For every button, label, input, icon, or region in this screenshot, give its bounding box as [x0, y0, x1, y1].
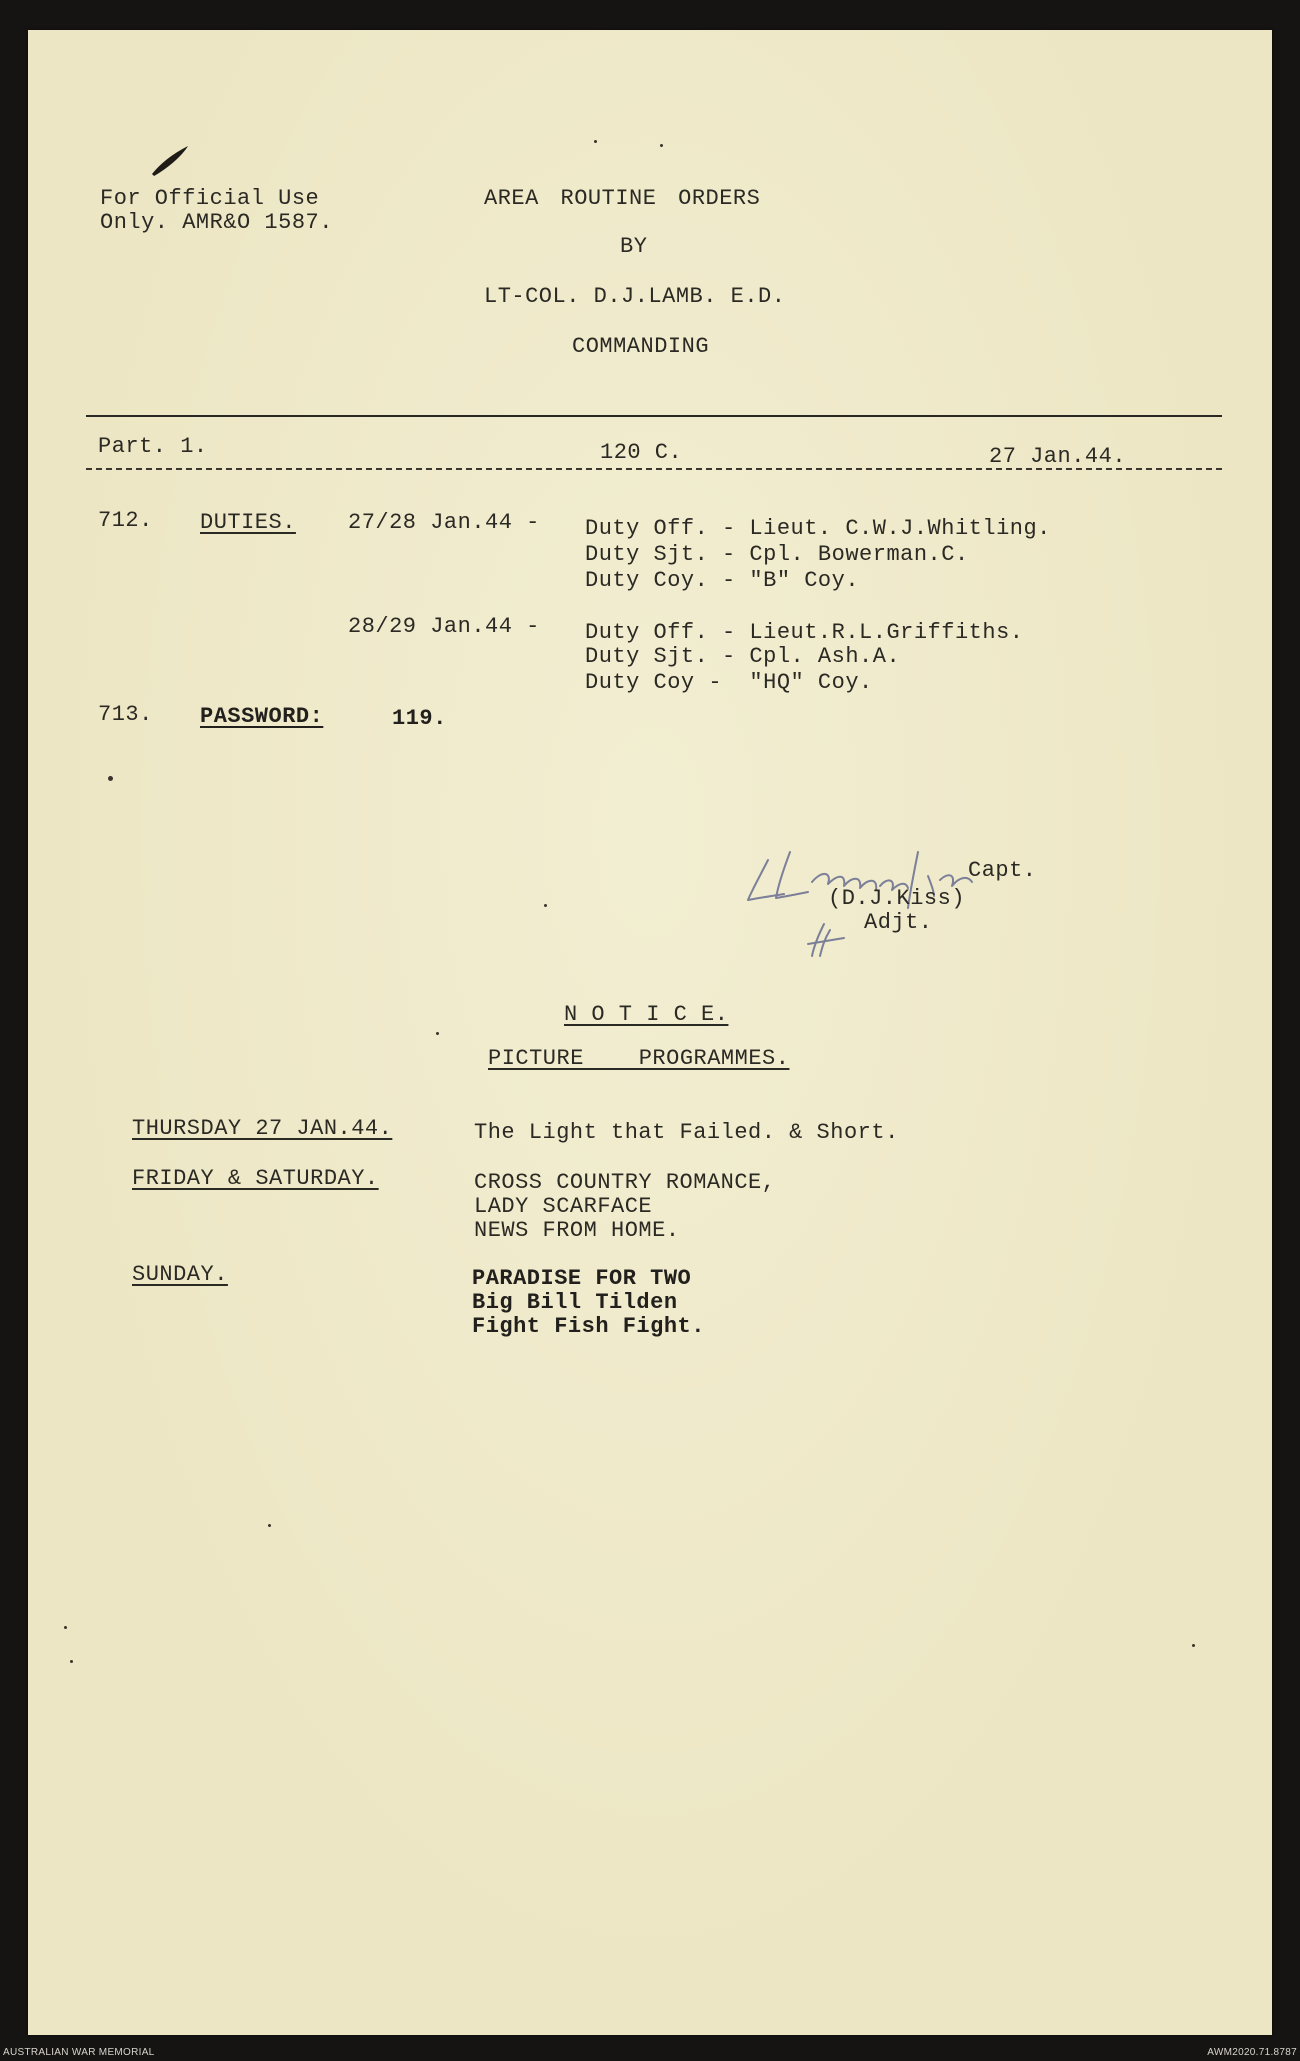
signatory-title: Adjt. — [864, 910, 933, 935]
document-title: AREA ROUTINE ORDERS — [484, 186, 761, 211]
programme-day-sunday: SUNDAY. — [132, 1262, 228, 1287]
commander-name: LT-COL. D.J.LAMB. E.D. — [484, 284, 786, 309]
paper-speck — [544, 904, 547, 907]
paper-speck — [64, 1626, 67, 1629]
paper-speck — [660, 144, 663, 147]
part-rule — [86, 468, 1222, 470]
commanding-line: COMMANDING — [572, 334, 710, 359]
password-heading: PASSWORD: — [200, 704, 324, 729]
paper-speck — [1192, 1644, 1195, 1647]
official-use-line-2: Only. AMR&O 1587. — [100, 210, 333, 235]
signatory-rank: Capt. — [968, 858, 1037, 883]
part-number: Part. 1. — [98, 434, 208, 459]
official-use-line-1: For Official Use — [100, 186, 320, 211]
programme-film: The Light that Failed. & Short. — [474, 1120, 899, 1145]
duties-number: 712. — [98, 508, 153, 533]
shift-1-duty-company: Duty Coy. - "B" Coy. — [585, 568, 860, 593]
archive-reference: AWM2020.71.8787 — [1207, 2047, 1297, 2058]
header-rule — [86, 415, 1222, 417]
order-code: 120 C. — [600, 440, 683, 465]
programmes-heading: PICTURE PROGRAMMES. — [488, 1046, 790, 1071]
archive-credit: AUSTRALIAN WAR MEMORIAL — [3, 2047, 155, 2058]
password-number: 713. — [98, 702, 153, 727]
shift-1-date: 27/28 Jan.44 - — [348, 510, 540, 535]
shift-2-date: 28/29 Jan.44 - — [348, 614, 540, 639]
signatory-name: (D.J.Kiss) — [828, 886, 966, 911]
paper-speck — [594, 140, 597, 143]
programme-film: LADY SCARFACE — [474, 1194, 653, 1219]
paper-speck — [436, 1032, 439, 1035]
programme-film: Fight Fish Fight. — [472, 1314, 705, 1339]
paper-speck — [70, 1660, 73, 1663]
document-page — [28, 30, 1272, 2035]
programme-film: CROSS COUNTRY ROMANCE, — [474, 1170, 776, 1195]
shift-2-duty-officer: Duty Off. - Lieut.R.L.Griffiths. — [585, 620, 1024, 645]
notice-heading: N O T I C E. — [564, 1002, 729, 1027]
shift-2-duty-company: Duty Coy - "HQ" Coy. — [585, 670, 873, 695]
duties-heading: DUTIES. — [200, 510, 296, 535]
paper-speck — [268, 1524, 271, 1527]
by-line: BY — [620, 234, 648, 259]
ink-blot — [148, 140, 208, 180]
shift-2-duty-sergeant: Duty Sjt. - Cpl. Ash.A. — [585, 644, 901, 669]
shift-1-duty-sergeant: Duty Sjt. - Cpl. Bowerman.C. — [585, 542, 969, 567]
shift-1-duty-officer: Duty Off. - Lieut. C.W.J.Whitling. — [585, 516, 1051, 541]
programme-film: NEWS FROM HOME. — [474, 1218, 680, 1243]
password-value: 119. — [392, 706, 447, 731]
order-date: 27 Jan.44. — [989, 444, 1127, 469]
programme-day-thursday: THURSDAY 27 JAN.44. — [132, 1116, 393, 1141]
paper-speck — [108, 776, 113, 781]
programme-film: Big Bill Tilden — [472, 1290, 678, 1315]
programme-day-friday-saturday: FRIDAY & SATURDAY. — [132, 1166, 379, 1191]
programme-film: PARADISE FOR TWO — [472, 1266, 692, 1291]
